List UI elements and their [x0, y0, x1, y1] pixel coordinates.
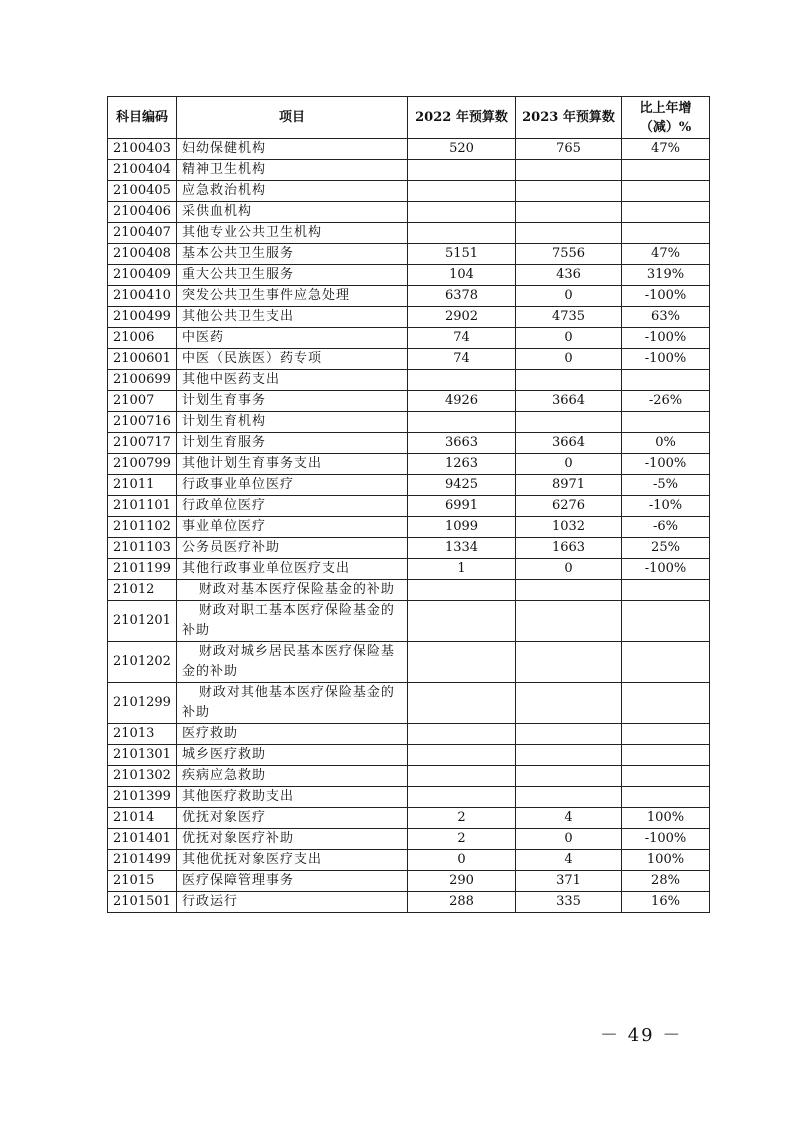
- cell-2023-budget: 0: [516, 328, 622, 349]
- cell-2023-budget: [516, 412, 622, 433]
- table-row: [108, 871, 710, 892]
- cell-2022-budget: [408, 160, 516, 181]
- cell-code: 2101201: [108, 601, 177, 642]
- cell-change: -100%: [622, 559, 710, 580]
- cell-code: 2101199: [108, 559, 177, 580]
- cell-change: -100%: [622, 829, 710, 850]
- cell-item: 优抚对象医疗补助: [177, 829, 408, 850]
- cell-item-text: 财政对城乡居民基本医疗保险基金的补助: [182, 644, 395, 679]
- cell-item: 行政单位医疗: [177, 496, 408, 517]
- cell-2022-budget: [408, 223, 516, 244]
- cell-2023-budget: 1663: [516, 538, 622, 559]
- table-row: [108, 892, 710, 913]
- cell-2022-budget: 2: [408, 829, 516, 850]
- cell-2022-budget: [408, 642, 516, 683]
- table-row: [108, 850, 710, 871]
- cell-change: 100%: [622, 850, 710, 871]
- cell-2022-budget: [408, 724, 516, 745]
- table-row: [108, 745, 710, 766]
- cell-change: 319%: [622, 265, 710, 286]
- cell-code: 2101101: [108, 496, 177, 517]
- cell-item: 公务员医疗补助: [177, 538, 408, 559]
- cell-change: 100%: [622, 808, 710, 829]
- cell-change: [622, 580, 710, 601]
- cell-2023-budget: 0: [516, 559, 622, 580]
- table-row: [108, 642, 710, 683]
- table-row: [108, 391, 710, 412]
- cell-item: 其他优抚对象医疗支出: [177, 850, 408, 871]
- cell-item: 计划生育事务: [177, 391, 408, 412]
- cell-2022-budget: 6378: [408, 286, 516, 307]
- cell-2022-budget: 0: [408, 850, 516, 871]
- cell-2023-budget: [516, 580, 622, 601]
- cell-2023-budget: [516, 370, 622, 391]
- cell-2022-budget: 9425: [408, 475, 516, 496]
- cell-change: [622, 724, 710, 745]
- cell-change: 25%: [622, 538, 710, 559]
- table-row: [108, 139, 710, 160]
- cell-2023-budget: 4: [516, 850, 622, 871]
- cell-2023-budget: [516, 202, 622, 223]
- cell-item: 重大公共卫生服务: [177, 265, 408, 286]
- cell-item: 中医（民族医）药专项: [177, 349, 408, 370]
- cell-item: 计划生育机构: [177, 412, 408, 433]
- table-row: [108, 829, 710, 850]
- table-row: [108, 181, 710, 202]
- cell-2023-budget: 436: [516, 265, 622, 286]
- cell-2022-budget: [408, 601, 516, 642]
- cell-item: 精神卫生机构: [177, 160, 408, 181]
- cell-2023-budget: [516, 724, 622, 745]
- cell-2022-budget: 5151: [408, 244, 516, 265]
- cell-change: 47%: [622, 244, 710, 265]
- table-row: [108, 412, 710, 433]
- cell-2022-budget: 1: [408, 559, 516, 580]
- cell-code: 21015: [108, 871, 177, 892]
- cell-item: 行政运行: [177, 892, 408, 913]
- cell-change: -100%: [622, 328, 710, 349]
- cell-2023-budget: [516, 642, 622, 683]
- cell-change: -100%: [622, 454, 710, 475]
- table-row: [108, 475, 710, 496]
- header-2022-budget: 2022 年预算数: [408, 97, 516, 139]
- cell-change: [622, 181, 710, 202]
- cell-change: [622, 642, 710, 683]
- table-row: [108, 538, 710, 559]
- table-row: [108, 307, 710, 328]
- cell-2023-budget: 3664: [516, 391, 622, 412]
- cell-code: 21013: [108, 724, 177, 745]
- cell-2022-budget: 74: [408, 349, 516, 370]
- table-row: [108, 370, 710, 391]
- cell-item: 计划生育服务: [177, 433, 408, 454]
- cell-change: [622, 202, 710, 223]
- cell-code: 2100404: [108, 160, 177, 181]
- cell-2023-budget: 4735: [516, 307, 622, 328]
- cell-2022-budget: [408, 202, 516, 223]
- cell-code: 2100699: [108, 370, 177, 391]
- cell-change: [622, 683, 710, 724]
- cell-change: [622, 745, 710, 766]
- cell-item: [177, 642, 408, 683]
- cell-2022-budget: [408, 766, 516, 787]
- table-row: [108, 265, 710, 286]
- cell-2023-budget: [516, 766, 622, 787]
- cell-item: 城乡医疗救助: [177, 745, 408, 766]
- cell-code: 21011: [108, 475, 177, 496]
- cell-2022-budget: [408, 181, 516, 202]
- cell-2023-budget: 0: [516, 349, 622, 370]
- table-row: [108, 202, 710, 223]
- cell-item: 突发公共卫生事件应急处理: [177, 286, 408, 307]
- table-row: [108, 454, 710, 475]
- cell-code: 2101102: [108, 517, 177, 538]
- cell-change: [622, 412, 710, 433]
- page-number: － 49 －: [600, 1025, 683, 1046]
- table-row: [108, 244, 710, 265]
- cell-change: -6%: [622, 517, 710, 538]
- cell-item: 行政事业单位医疗: [177, 475, 408, 496]
- cell-2022-budget: 1334: [408, 538, 516, 559]
- cell-2022-budget: [408, 580, 516, 601]
- cell-2023-budget: 0: [516, 829, 622, 850]
- cell-item: 优抚对象医疗: [177, 808, 408, 829]
- cell-item: 应急救治机构: [177, 181, 408, 202]
- header-2023-budget: 2023 年预算数: [516, 97, 622, 139]
- cell-item: 其他公共卫生支出: [177, 307, 408, 328]
- header-change-line1: 比上年增: [639, 100, 692, 116]
- cell-2023-budget: [516, 601, 622, 642]
- table-row: [108, 559, 710, 580]
- cell-change: -26%: [622, 391, 710, 412]
- cell-change: -10%: [622, 496, 710, 517]
- table-row: [108, 286, 710, 307]
- cell-change: -100%: [622, 349, 710, 370]
- cell-change: [622, 766, 710, 787]
- cell-2023-budget: 8971: [516, 475, 622, 496]
- cell-2022-budget: 1263: [408, 454, 516, 475]
- budget-table: [107, 96, 710, 913]
- cell-2023-budget: [516, 160, 622, 181]
- cell-code: 21007: [108, 391, 177, 412]
- cell-2022-budget: [408, 745, 516, 766]
- cell-code: 2100716: [108, 412, 177, 433]
- cell-item: 其他专业公共卫生机构: [177, 223, 408, 244]
- table-header-row: [108, 97, 710, 139]
- table-row: [108, 724, 710, 745]
- cell-2022-budget: [408, 787, 516, 808]
- cell-item: [177, 683, 408, 724]
- cell-code: 21012: [108, 580, 177, 601]
- table-row: [108, 223, 710, 244]
- cell-code: 2101302: [108, 766, 177, 787]
- cell-2023-budget: 765: [516, 139, 622, 160]
- cell-code: 2101499: [108, 850, 177, 871]
- cell-2022-budget: 290: [408, 871, 516, 892]
- cell-change: [622, 601, 710, 642]
- cell-code: 2100409: [108, 265, 177, 286]
- cell-2022-budget: 4926: [408, 391, 516, 412]
- table-row: [108, 496, 710, 517]
- table-body: [108, 139, 710, 913]
- table-row: [108, 328, 710, 349]
- header-code: 科目编码: [108, 97, 177, 139]
- cell-2023-budget: 0: [516, 454, 622, 475]
- cell-item: 基本公共卫生服务: [177, 244, 408, 265]
- cell-item: 其他行政事业单位医疗支出: [177, 559, 408, 580]
- cell-item: 医疗救助: [177, 724, 408, 745]
- cell-2023-budget: 6276: [516, 496, 622, 517]
- cell-item-text: 财政对基本医疗保险基金的补助: [198, 582, 395, 597]
- cell-change: -100%: [622, 286, 710, 307]
- table-row: [108, 808, 710, 829]
- cell-item: 其他中医药支出: [177, 370, 408, 391]
- cell-code: 2100799: [108, 454, 177, 475]
- cell-2022-budget: 1099: [408, 517, 516, 538]
- table-row: [108, 601, 710, 642]
- cell-code: 2100601: [108, 349, 177, 370]
- header-change: [622, 97, 710, 139]
- cell-2022-budget: 520: [408, 139, 516, 160]
- cell-2023-budget: [516, 745, 622, 766]
- cell-2023-budget: [516, 223, 622, 244]
- cell-2023-budget: 335: [516, 892, 622, 913]
- cell-item: 疾病应急救助: [177, 766, 408, 787]
- table-row: [108, 766, 710, 787]
- cell-change: 28%: [622, 871, 710, 892]
- header-item: 项目: [177, 97, 408, 139]
- cell-2022-budget: 6991: [408, 496, 516, 517]
- cell-2023-budget: 371: [516, 871, 622, 892]
- cell-change: -5%: [622, 475, 710, 496]
- cell-change: 0%: [622, 433, 710, 454]
- cell-2022-budget: 3663: [408, 433, 516, 454]
- table-row: [108, 160, 710, 181]
- cell-code: 2101103: [108, 538, 177, 559]
- cell-2022-budget: [408, 683, 516, 724]
- cell-code: 2101301: [108, 745, 177, 766]
- cell-2023-budget: 7556: [516, 244, 622, 265]
- header-change-line2: （减）%: [639, 119, 692, 135]
- cell-code: 2100403: [108, 139, 177, 160]
- cell-code: 2100410: [108, 286, 177, 307]
- cell-change: [622, 370, 710, 391]
- cell-code: 2101299: [108, 683, 177, 724]
- cell-code: 2100408: [108, 244, 177, 265]
- cell-2022-budget: 288: [408, 892, 516, 913]
- cell-2023-budget: 3664: [516, 433, 622, 454]
- table-row: [108, 683, 710, 724]
- cell-item: 采供血机构: [177, 202, 408, 223]
- cell-code: 2101399: [108, 787, 177, 808]
- cell-code: 2101401: [108, 829, 177, 850]
- cell-code: 21014: [108, 808, 177, 829]
- cell-code: 2101501: [108, 892, 177, 913]
- cell-code: 2100405: [108, 181, 177, 202]
- cell-item: [177, 580, 408, 601]
- cell-item: 中医药: [177, 328, 408, 349]
- cell-item: [177, 601, 408, 642]
- cell-code: 2100717: [108, 433, 177, 454]
- table-row: [108, 787, 710, 808]
- table-row: [108, 433, 710, 454]
- cell-2023-budget: 0: [516, 286, 622, 307]
- cell-2023-budget: 4: [516, 808, 622, 829]
- cell-2023-budget: 1032: [516, 517, 622, 538]
- cell-code: 2100407: [108, 223, 177, 244]
- table-row: [108, 517, 710, 538]
- cell-change: [622, 160, 710, 181]
- cell-change: [622, 223, 710, 244]
- cell-item: 其他计划生育事务支出: [177, 454, 408, 475]
- cell-item: 妇幼保健机构: [177, 139, 408, 160]
- cell-2022-budget: 74: [408, 328, 516, 349]
- cell-item: 医疗保障管理事务: [177, 871, 408, 892]
- cell-2022-budget: 2: [408, 808, 516, 829]
- cell-change: 63%: [622, 307, 710, 328]
- cell-2022-budget: [408, 412, 516, 433]
- cell-2022-budget: 104: [408, 265, 516, 286]
- table-row: [108, 349, 710, 370]
- cell-item: 事业单位医疗: [177, 517, 408, 538]
- cell-2023-budget: [516, 787, 622, 808]
- cell-change: [622, 787, 710, 808]
- cell-2023-budget: [516, 683, 622, 724]
- cell-code: 21006: [108, 328, 177, 349]
- cell-change: 16%: [622, 892, 710, 913]
- cell-change: 47%: [622, 139, 710, 160]
- cell-2023-budget: [516, 181, 622, 202]
- cell-item-text: 财政对职工基本医疗保险基金的补助: [182, 603, 395, 638]
- cell-code: 2101202: [108, 642, 177, 683]
- cell-2022-budget: [408, 370, 516, 391]
- cell-code: 2100406: [108, 202, 177, 223]
- cell-2022-budget: 2902: [408, 307, 516, 328]
- cell-code: 2100499: [108, 307, 177, 328]
- table-row: [108, 580, 710, 601]
- cell-item: 其他医疗救助支出: [177, 787, 408, 808]
- cell-item-text: 财政对其他基本医疗保险基金的补助: [182, 685, 395, 720]
